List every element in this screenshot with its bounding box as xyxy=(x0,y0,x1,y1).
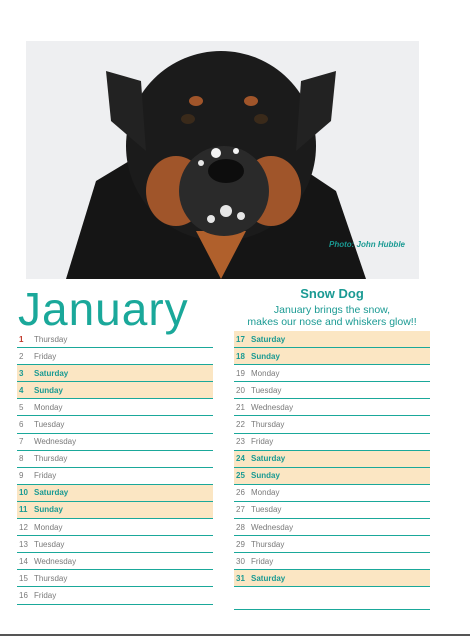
day-row xyxy=(17,468,213,485)
weekday-name: Saturday xyxy=(34,368,69,378)
weekday-name: Wednesday xyxy=(34,556,77,566)
day-row xyxy=(17,416,213,433)
day-number: 14 xyxy=(19,556,28,566)
day-row xyxy=(234,399,430,416)
day-row xyxy=(234,451,430,468)
day-number: 31 xyxy=(236,573,245,583)
day-row xyxy=(234,485,430,502)
day-number: 29 xyxy=(236,539,245,549)
days-column-left xyxy=(17,331,213,605)
day-row xyxy=(17,331,213,348)
day-number: 12 xyxy=(19,522,28,532)
weekday-name: Friday xyxy=(251,437,274,447)
day-row xyxy=(17,502,213,519)
weekday-name: Friday xyxy=(251,556,274,566)
day-number: 15 xyxy=(19,573,28,583)
day-number: 17 xyxy=(236,334,245,344)
day-row xyxy=(17,536,213,553)
day-row xyxy=(234,536,430,553)
weekday-name: Saturday xyxy=(251,334,286,344)
weekday-name: Wednesday xyxy=(251,402,294,412)
day-number: 28 xyxy=(236,522,245,532)
day-number: 9 xyxy=(19,471,24,481)
day-row xyxy=(234,553,430,570)
weekday-name: Sunday xyxy=(251,351,280,361)
weekday-name: Sunday xyxy=(34,505,63,515)
weekday-name: Monday xyxy=(34,522,63,532)
day-row xyxy=(17,570,213,587)
day-number: 13 xyxy=(19,539,28,549)
day-number: 20 xyxy=(236,385,245,395)
day-row xyxy=(17,348,213,365)
verse-line: January brings the snow, xyxy=(273,304,391,316)
weekday-name: Tuesday xyxy=(251,505,282,515)
weekday-name: Friday xyxy=(34,590,57,600)
photo-credit: Photo: John Hubble xyxy=(329,240,405,249)
month-title: January xyxy=(18,283,189,335)
day-row xyxy=(234,348,430,365)
day-number: 10 xyxy=(19,488,28,498)
day-row xyxy=(234,519,430,536)
weekday-name: Monday xyxy=(251,368,280,378)
day-row xyxy=(234,331,430,348)
weekday-name: Sunday xyxy=(251,471,280,481)
weekday-name: Saturday xyxy=(251,573,286,583)
day-number: 21 xyxy=(236,402,245,412)
weekday-name: Thursday xyxy=(34,334,68,344)
day-row xyxy=(17,519,213,536)
day-number: 22 xyxy=(236,420,245,430)
weekday-name: Saturday xyxy=(251,454,286,464)
weekday-name: Tuesday xyxy=(34,539,65,549)
weekday-name: Friday xyxy=(34,471,57,481)
day-row xyxy=(17,553,213,570)
day-number: 24 xyxy=(236,454,245,464)
day-number: 8 xyxy=(19,454,24,464)
weekday-name: Wednesday xyxy=(34,437,77,447)
day-number: 3 xyxy=(19,368,24,378)
weekday-name: Thursday xyxy=(34,454,68,464)
weekday-name: Monday xyxy=(34,402,63,412)
day-row xyxy=(234,468,430,485)
day-number: 16 xyxy=(19,590,28,600)
day-number: 11 xyxy=(19,505,28,515)
day-row xyxy=(17,451,213,468)
weekday-name: Thursday xyxy=(251,539,285,549)
weekday-name: Friday xyxy=(34,351,57,361)
poem-verse xyxy=(234,304,430,328)
weekday-name: Thursday xyxy=(251,420,285,430)
day-number: 4 xyxy=(19,385,24,395)
page-footer-line xyxy=(0,634,470,636)
weekday-name: Thursday xyxy=(34,573,68,583)
weekday-name: Saturday xyxy=(34,488,69,498)
day-number: 26 xyxy=(236,488,245,498)
weekday-name: Wednesday xyxy=(251,522,294,532)
day-row xyxy=(234,570,430,587)
day-row xyxy=(234,434,430,451)
day-row xyxy=(234,365,430,382)
day-number: 27 xyxy=(236,505,245,515)
day-number: 2 xyxy=(19,351,24,361)
day-row xyxy=(17,399,213,416)
day-number: 23 xyxy=(236,437,245,447)
weekday-name: Tuesday xyxy=(251,385,282,395)
day-row xyxy=(17,587,213,604)
day-number: 7 xyxy=(19,437,24,447)
day-row xyxy=(234,502,430,519)
blank-row-line xyxy=(234,609,430,610)
day-row xyxy=(234,416,430,433)
day-number: 18 xyxy=(236,351,245,361)
day-number: 25 xyxy=(236,471,245,481)
day-row xyxy=(234,382,430,399)
day-number: 5 xyxy=(19,402,24,412)
day-number: 1 xyxy=(19,334,24,344)
weekday-name: Tuesday xyxy=(34,420,65,430)
days-column-right xyxy=(234,331,430,587)
weekday-name: Sunday xyxy=(34,385,63,395)
weekday-name: Monday xyxy=(251,488,280,498)
verse-line: makes our nose and whiskers glow!! xyxy=(247,316,417,328)
day-row xyxy=(17,485,213,502)
dog-photo xyxy=(26,41,419,279)
day-row xyxy=(17,365,213,382)
day-number: 30 xyxy=(236,556,245,566)
day-row xyxy=(17,434,213,451)
day-row xyxy=(17,382,213,399)
day-number: 6 xyxy=(19,420,24,430)
poem-title: Snow Dog xyxy=(300,286,364,301)
day-number: 19 xyxy=(236,368,245,378)
